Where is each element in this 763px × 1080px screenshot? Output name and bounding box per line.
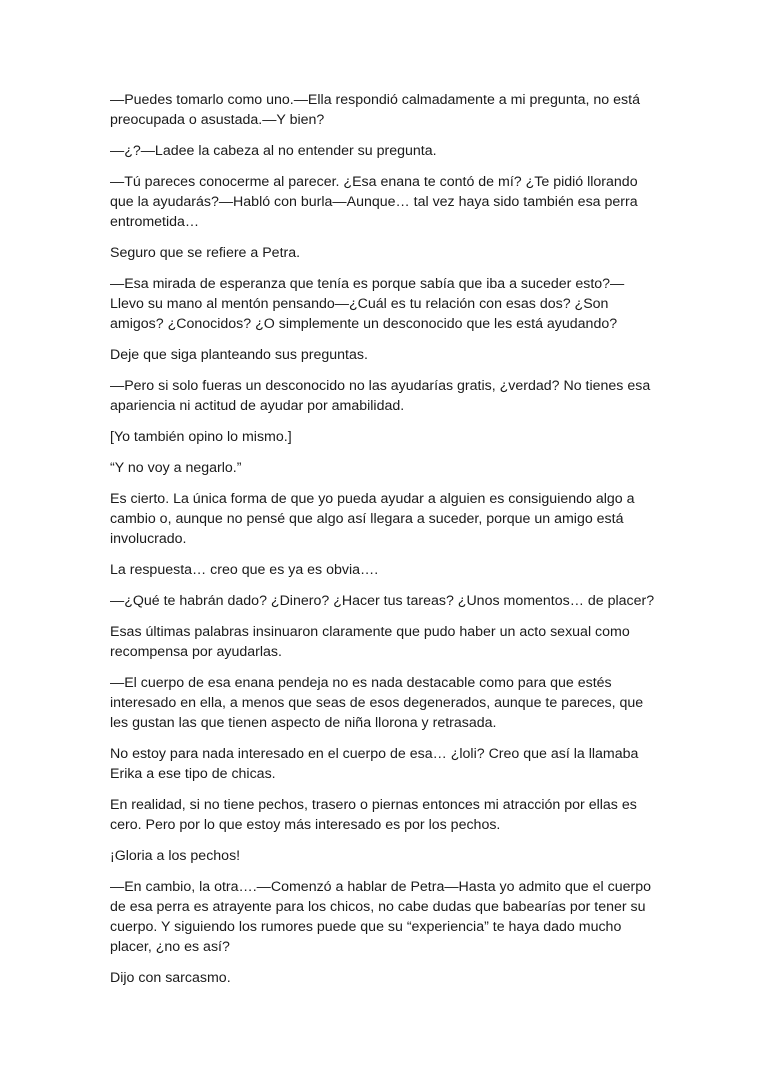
paragraph: Seguro que se refiere a Petra. <box>110 245 301 261</box>
paragraph: Esas últimas palabras insinuaron claramente que pudo haber un acto sexual como recompensa por ayudarlas. <box>110 624 630 660</box>
paragraph: En realidad, si no tiene pechos, trasero o piernas entonces mi atracción por ellas es cero. Pero por lo que estoy más interesado es por los pechos. <box>110 797 637 833</box>
paragraph: —Tú pareces conocerme al parecer. ¿Esa enana te contó de mí? ¿Te pidió llorando que la ayudarás?—Habló con burla—Aunque… tal vez haya sido también esa perra entrometida… <box>110 174 638 230</box>
paragraph: —Puedes tomarlo como uno.—Ella respondió calmadamente a mi pregunta, no está preocupada o asustada.—Y bien? <box>110 92 640 128</box>
paragraph: [Yo también opino lo mismo.] <box>110 429 292 445</box>
paragraph: La respuesta… creo que es ya es obvia…. <box>110 562 379 578</box>
paragraph: Deje que siga planteando sus preguntas. <box>110 347 368 363</box>
paragraph: ¡Gloria a los pechos! <box>110 848 241 864</box>
paragraph: —En cambio, la otra….—Comenzó a hablar de Petra—Hasta yo admito que el cuerpo de esa perra es atrayente para los chicos, no cabe dudas que babearías por tener su cuerpo. Y siguiendo los rumores puede que su “experiencia” te haya dado mucho placer, ¿no es así? <box>110 879 651 955</box>
paragraph: Es cierto. La única forma de que yo pueda ayudar a alguien es consiguiendo algo a cambio o, aunque no pensé que algo así llegara a suceder, porque un amigo está involucrado. <box>110 491 635 547</box>
paragraph: —¿Qué te habrán dado? ¿Dinero? ¿Hacer tus tareas? ¿Unos momentos… de placer? <box>110 593 655 609</box>
paragraph: Dijo con sarcasmo. <box>110 970 231 986</box>
paragraph: —El cuerpo de esa enana pendeja no es nada destacable como para que estés interesado en ella, a menos que seas de esos degenerados, aunque te pareces, que les gustan las que tienen aspecto de niña llorona y retrasada. <box>110 675 644 731</box>
paragraph: —Pero si solo fueras un desconocido no las ayudarías gratis, ¿verdad? No tienes esa apariencia ni actitud de ayudar por amabilidad. <box>110 378 651 414</box>
paragraph: —Esa mirada de esperanza que tenía es porque sabía que iba a suceder esto?—Llevo su mano al mentón pensando—¿Cuál es tu relación con esas dos? ¿Son amigos? ¿Conocidos? ¿O simplemente un desconocido que les está ayudando? <box>110 276 625 332</box>
document-body <box>110 90 655 999</box>
paragraph: No estoy para nada interesado en el cuerpo de esa… ¿loli? Creo que así la llamaba Erika a ese tipo de chicas. <box>110 746 639 782</box>
paragraph: “Y no voy a negarlo.” <box>110 460 242 476</box>
paragraph: —¿?—Ladee la cabeza al no entender su pregunta. <box>110 143 437 159</box>
